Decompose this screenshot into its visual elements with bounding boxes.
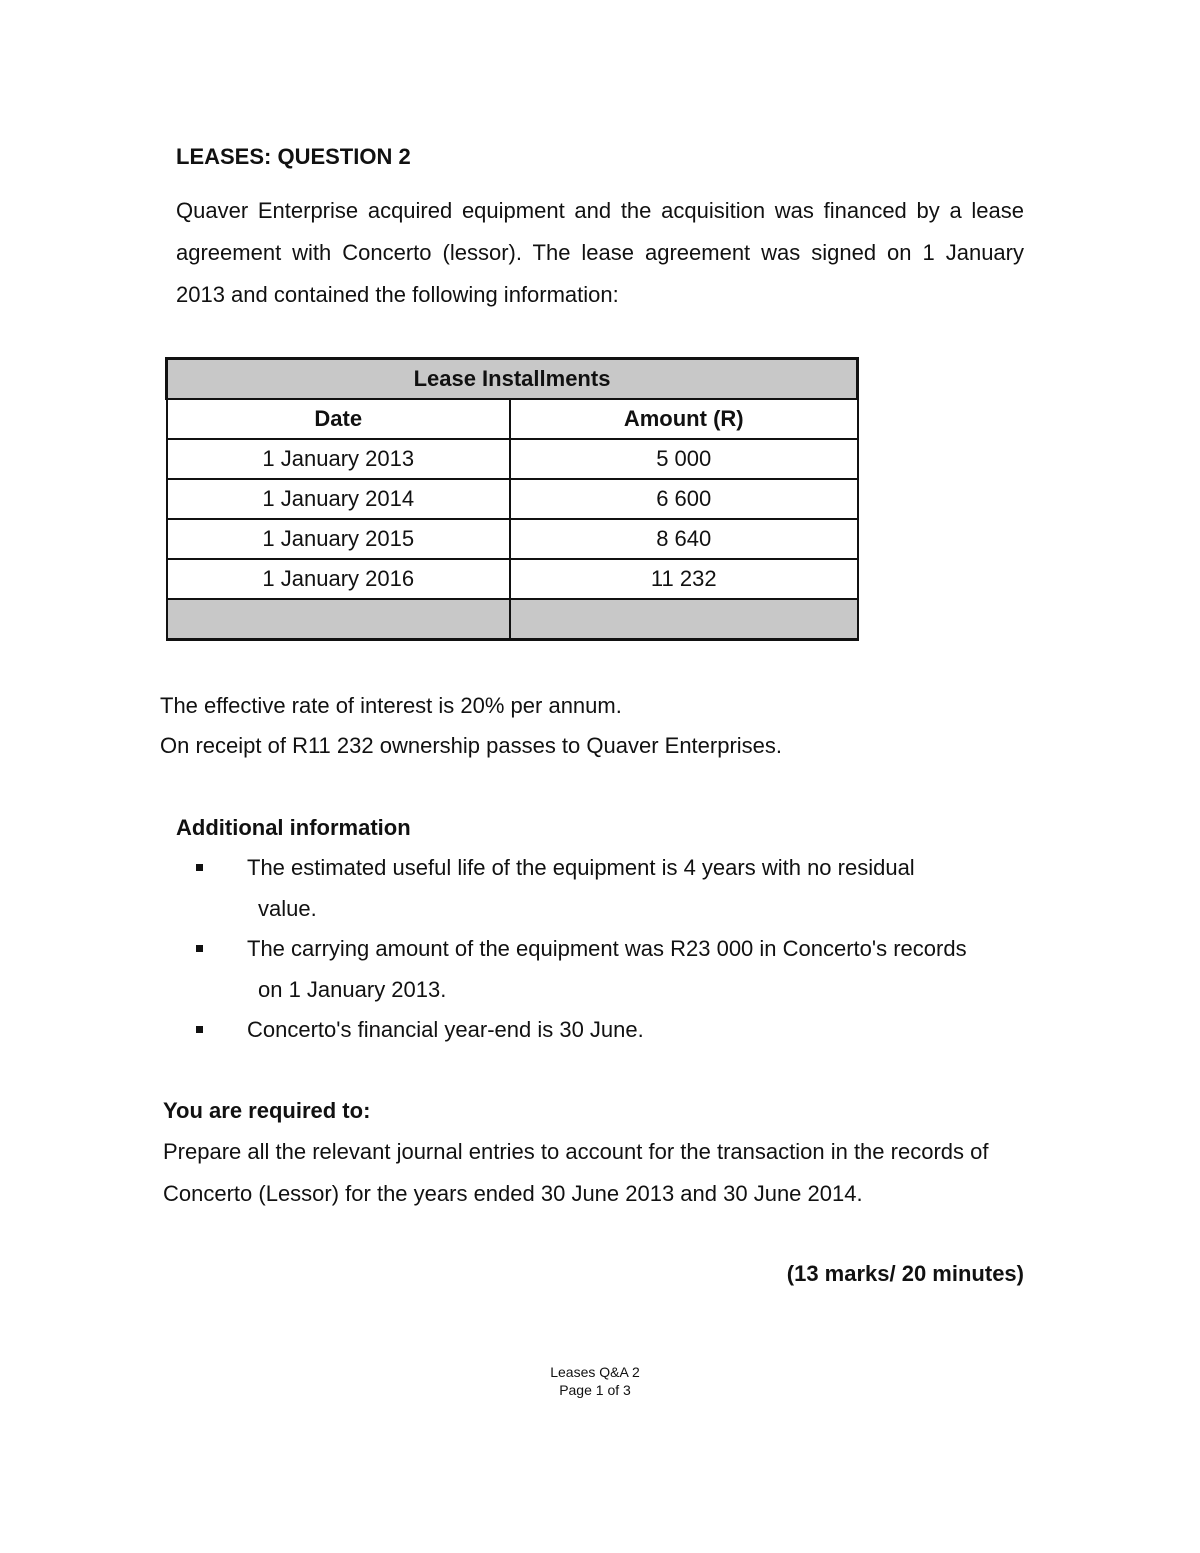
footer-doc-name: Leases Q&A 2 <box>550 1364 640 1380</box>
row-amount: 8 640 <box>510 519 858 559</box>
table-title: Lease Installments <box>167 359 858 400</box>
list-item-text: The estimated useful life of the equipment is 4 years with no residual <box>247 855 915 880</box>
required-text: Prepare all the relevant journal entries to account for the transaction in the records of Concerto (Lessor) for the years ended 30 June 2013 and 30 June 2014. <box>163 1139 989 1206</box>
list-item <box>176 929 1024 1010</box>
row-date: 1 January 2014 <box>167 479 510 519</box>
additional-info-list <box>176 848 1024 1051</box>
row-amount: 5 000 <box>510 439 858 479</box>
empty-cell <box>510 599 858 640</box>
ownership-note: On receipt of R11 232 ownership passes to Quaver Enterprises. <box>160 733 783 758</box>
table-header-row <box>167 399 858 439</box>
intro-paragraph: Quaver Enterprise acquired equipment and the acquisition was financed by a lease agreement with Concerto (lessor). The lease agreement was signed on 1 January 2013 and contained the following information: <box>176 198 1024 307</box>
table-row <box>167 519 858 559</box>
bullet-icon <box>196 864 203 871</box>
list-item <box>176 848 1024 929</box>
question-title: LEASES: QUESTION 2 <box>176 144 411 169</box>
column-header-date: Date <box>167 399 510 439</box>
row-date: 1 January 2016 <box>167 559 510 599</box>
list-item-text: The carrying amount of the equipment was R23 000 in Concerto's records <box>247 936 967 961</box>
marks-label: (13 marks/ 20 minutes) <box>786 1261 1024 1286</box>
row-date: 1 January 2015 <box>167 519 510 559</box>
lease-installments-table <box>165 357 859 641</box>
bullet-icon <box>196 945 203 952</box>
interest-rate-note: The effective rate of interest is 20% per annum. <box>160 693 622 718</box>
bullet-icon <box>196 1026 203 1033</box>
required-heading: You are required to: <box>163 1098 371 1123</box>
additional-info-heading: Additional information <box>176 815 411 840</box>
row-amount: 6 600 <box>510 479 858 519</box>
list-item-continuation: on 1 January 2013. <box>258 976 447 1002</box>
row-amount: 11 232 <box>510 559 858 599</box>
table-row <box>167 559 858 599</box>
empty-cell <box>167 599 510 640</box>
column-header-amount: Amount (R) <box>510 399 858 439</box>
row-date: 1 January 2013 <box>167 439 510 479</box>
list-item-text: Concerto's financial year-end is 30 June. <box>247 1017 644 1042</box>
table-row <box>167 479 858 519</box>
list-item-continuation: value. <box>258 895 317 921</box>
table-total-row <box>167 599 858 640</box>
footer-page-number: Page 1 of 3 <box>559 1382 631 1398</box>
list-item <box>176 1010 1024 1051</box>
table-row <box>167 439 858 479</box>
